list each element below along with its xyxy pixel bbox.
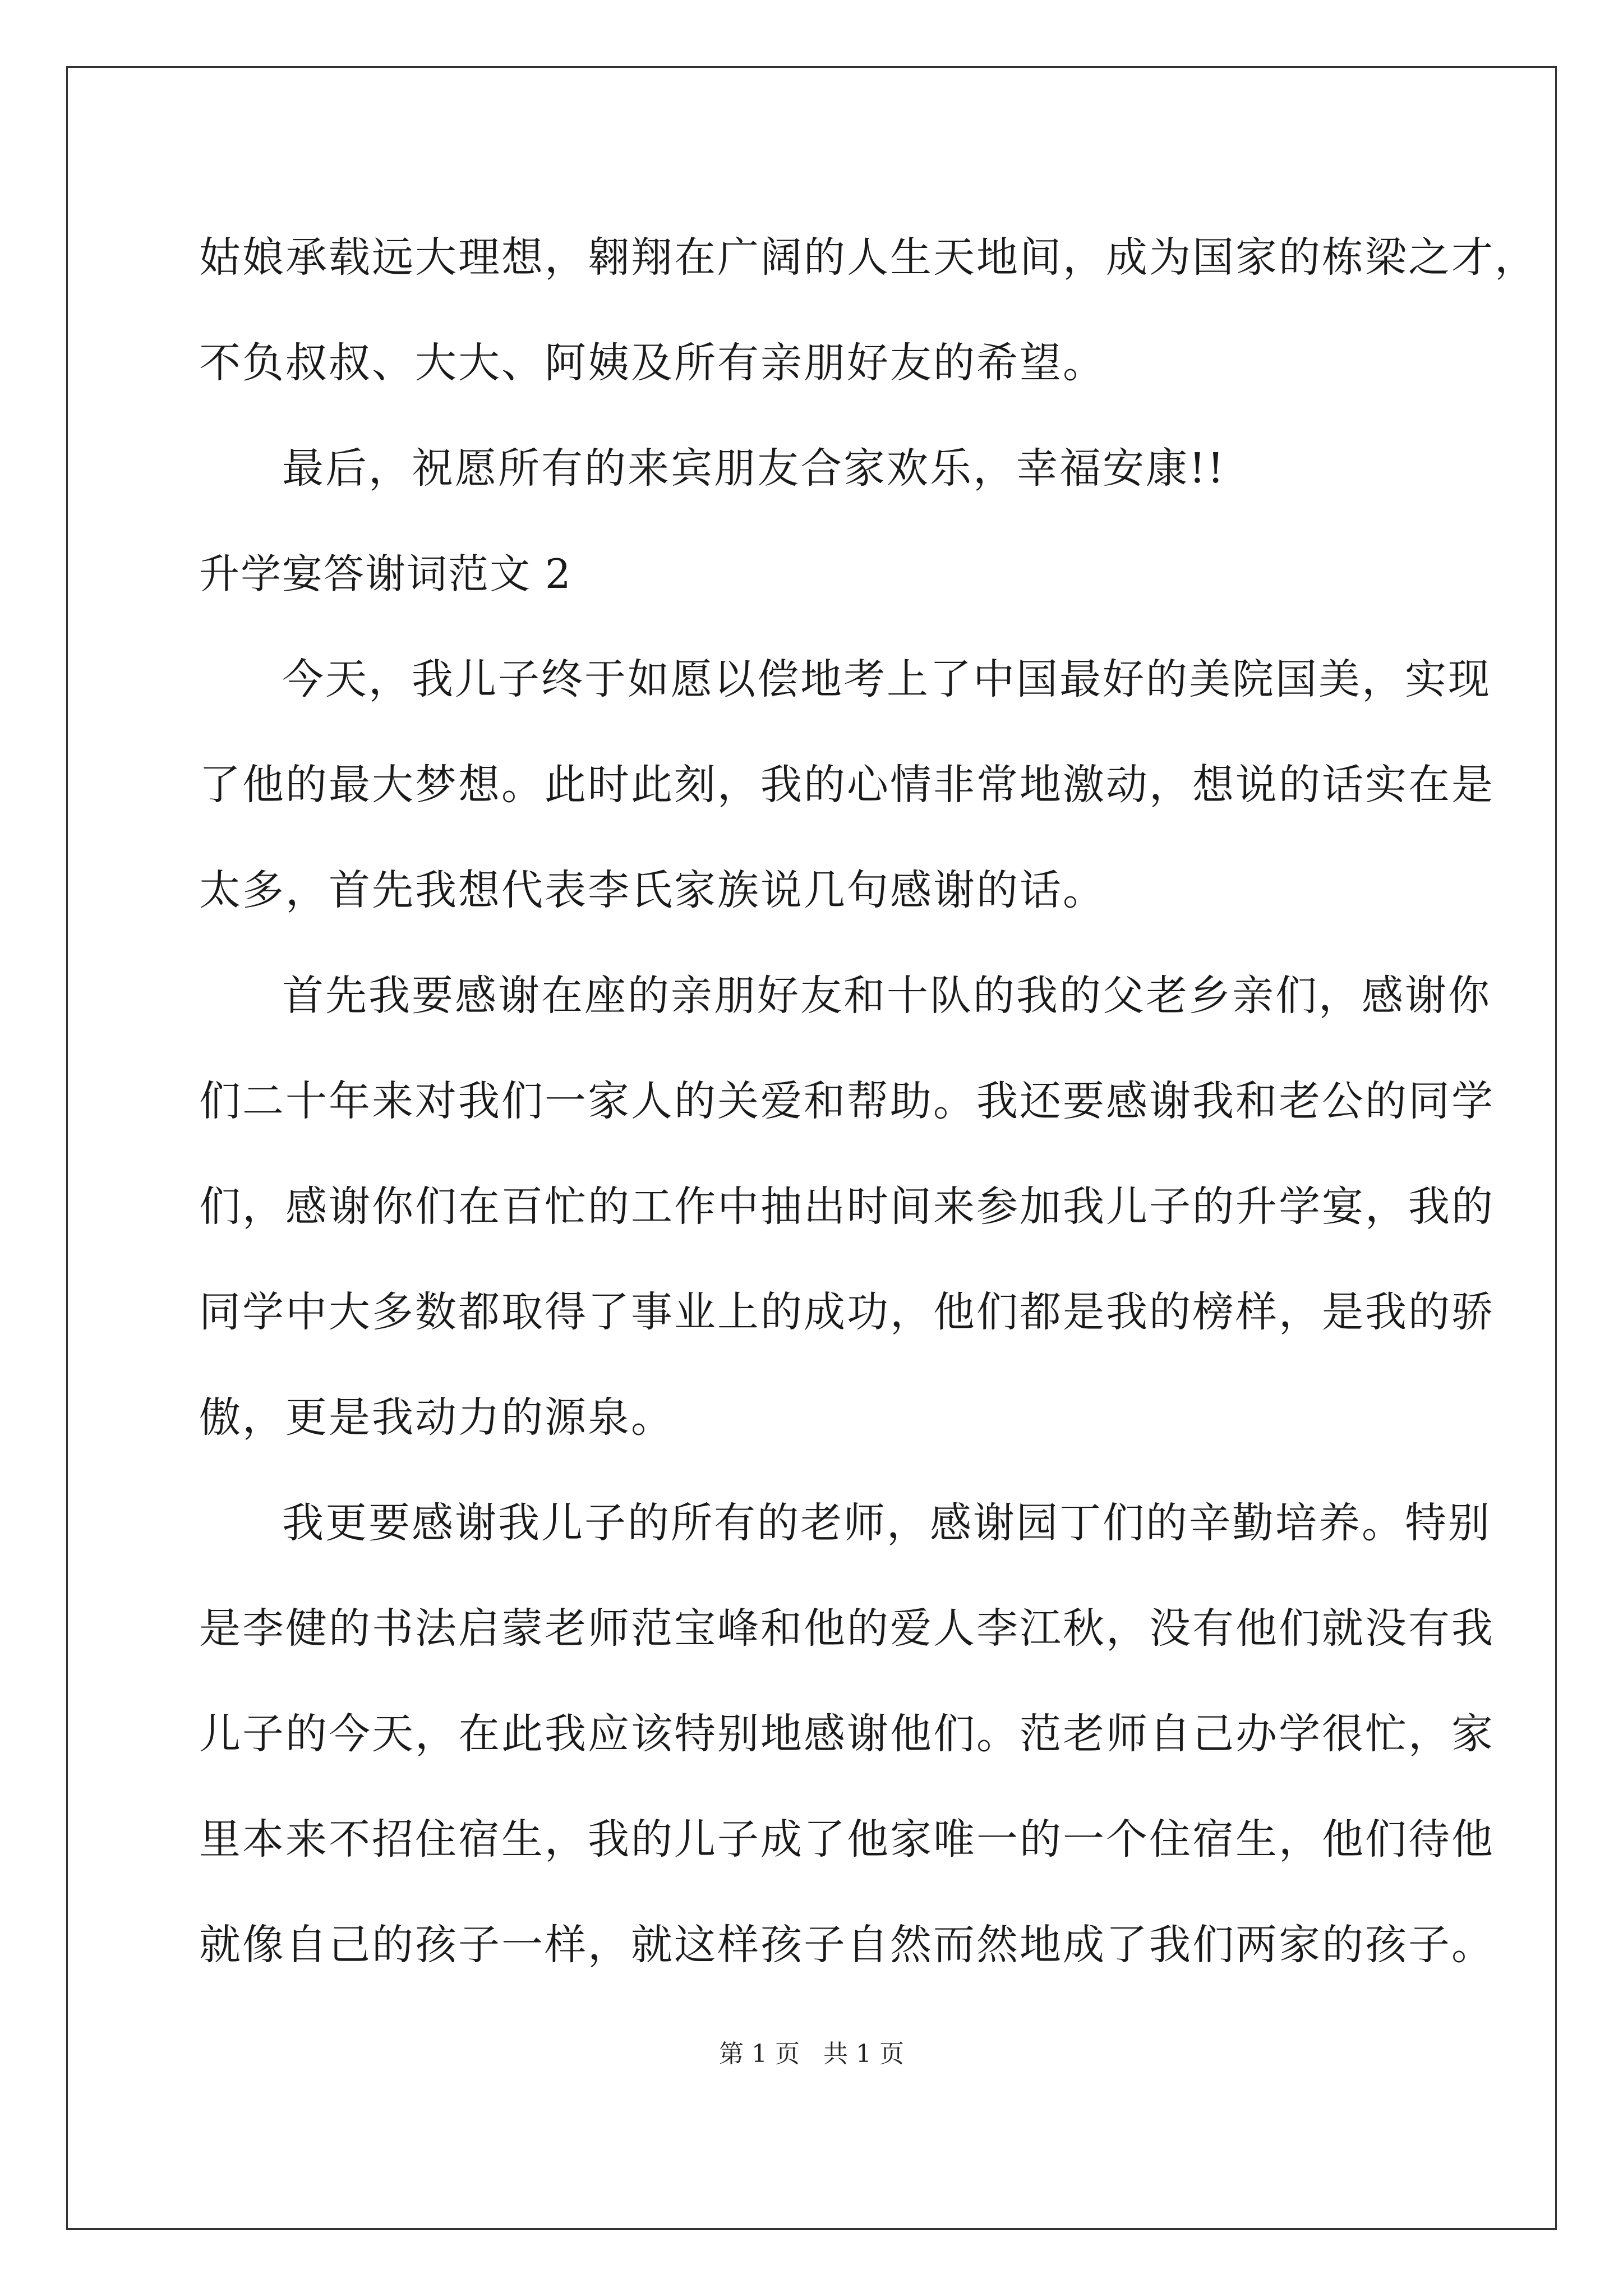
text-line: 傲，更是我动力的源泉。 [199, 1393, 674, 1442]
text-line: 太多，首先我想代表李氏家族说几句感谢的话。 [199, 866, 1106, 914]
text-line: 首先我要感谢在座的亲朋好友和十队的我的父老乡亲们，感谢你 [282, 972, 1491, 1020]
text-line: 里本来不招住宿生，我的儿子成了他家唯一的一个住宿生，他们待他 [199, 1815, 1495, 1864]
document-body [199, 205, 1538, 1998]
text-line: 了他的最大梦想。此时此刻，我的心情非常地激动，想说的话实在是 [199, 761, 1495, 809]
page-footer: 第 1 页 共 1 页 [719, 2040, 904, 2068]
text-line: 我更要感谢我儿子的所有的老师，感谢园丁们的辛勤培养。特别 [282, 1499, 1491, 1547]
section-heading: 升学宴答谢词范文 2 [199, 550, 572, 597]
text-line: 就像自己的孩子一样，就这样孩子自然而然地成了我们两家的孩子。 [199, 1921, 1495, 1969]
text-line: 是李健的书法启蒙老师范宝峰和他的爱人李江秋，没有他们就没有我 [199, 1604, 1495, 1653]
text-line: 今天，我儿子终于如愿以偿地考上了中国最好的美院国美，实现 [282, 655, 1491, 703]
text-line: 姑娘承载远大理想，翱翔在广阔的人生天地间，成为国家的栋梁之才， [199, 233, 1538, 282]
text-line: 最后，祝愿所有的来宾朋友合家欢乐，幸福安康!! [282, 444, 1226, 493]
text-line: 儿子的今天，在此我应该特别地感谢他们。范老师自己办学很忙，家 [199, 1710, 1495, 1758]
text-line: 不负叔叔、大大、阿姨及所有亲朋好友的希望。 [199, 339, 1106, 387]
text-line: 们，感谢你们在百忙的工作中抽出时间来参加我儿子的升学宴，我的 [199, 1182, 1495, 1231]
text-line: 同学中大多数都取得了事业上的成功，他们都是我的榜样，是我的骄 [199, 1288, 1495, 1336]
text-line: 们二十年来对我们一家人的关爱和帮助。我还要感谢我和老公的同学 [199, 1077, 1495, 1125]
